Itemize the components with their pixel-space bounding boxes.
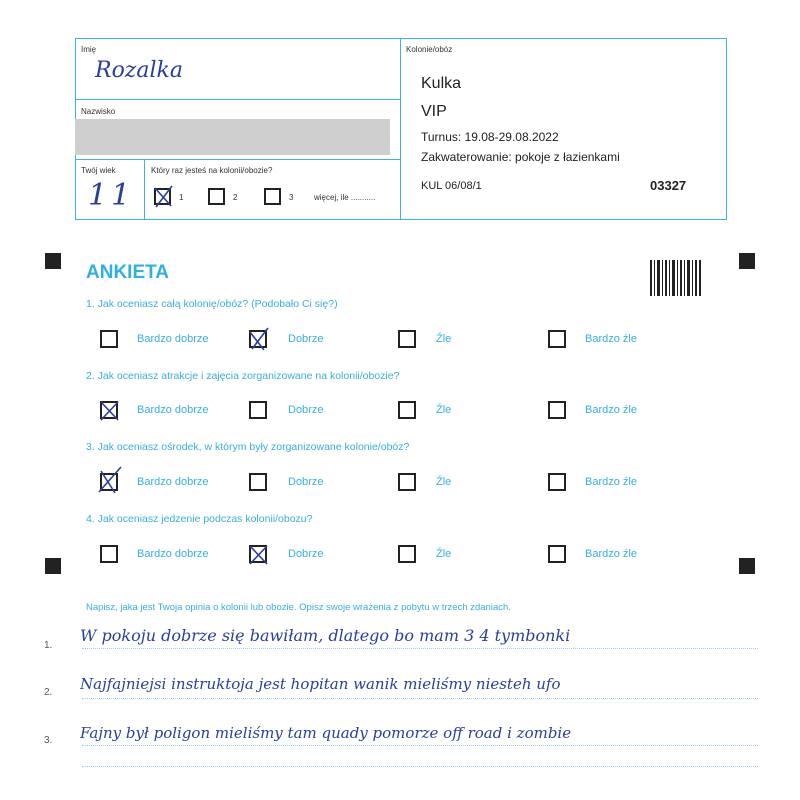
q1-option-bardzo-zle[interactable] — [548, 330, 566, 348]
q1-label-bardzo-zle: Bardzo źle — [585, 333, 637, 345]
q1-option-bardzo-dobrze[interactable] — [100, 330, 118, 348]
q4-option-zle[interactable] — [398, 545, 416, 563]
registration-marker — [45, 253, 61, 269]
form-number: 03327 — [650, 178, 687, 193]
question-4: 4. Jak oceniasz jedzenie podczas kolonii/obozu? — [86, 513, 313, 525]
q3-label-bardzo-dobrze: Bardzo dobrze — [137, 476, 209, 488]
q2-label-zle: Źle — [436, 404, 452, 416]
q2-option-bardzo-zle[interactable] — [548, 401, 566, 419]
wiecej-label: więcej, ile ........... — [314, 193, 376, 202]
q1-label-dobrze: Dobrze — [288, 333, 324, 345]
opinion-line-3: Fajny był poligon mieliśmy tam quady pomorze off road i zombie — [80, 724, 572, 742]
imie-label: Imię — [81, 45, 97, 54]
q3-label-dobrze: Dobrze — [288, 476, 324, 488]
q4-option-dobrze[interactable] — [249, 545, 267, 563]
redacted-surname — [75, 119, 390, 155]
opinion-prompt: Napisz, jaka jest Twoja opinia o kolonii lub obozie. Opisz swoje wrażenia z pobytu w trzech zdaniach. — [86, 602, 511, 613]
q4-option-bardzo-zle[interactable] — [548, 545, 566, 563]
registration-marker — [45, 558, 61, 574]
col-divider — [144, 159, 145, 219]
q3-option-dobrze[interactable] — [249, 473, 267, 491]
nazwisko-label: Nazwisko — [81, 107, 116, 116]
q4-label-dobrze: Dobrze — [288, 548, 324, 560]
q4-label-bardzo-zle: Bardzo źle — [585, 548, 637, 560]
opinion-line-2: Najfajniejsi instruktoja jest hopitan wanik mieliśmy niesteh ufo — [80, 675, 561, 693]
opinion-line-rule — [82, 766, 758, 767]
wiek-label: Twój wiek — [81, 166, 116, 175]
ktory-raz-checkbox-2[interactable] — [208, 188, 225, 205]
zakwaterowanie: Zakwaterowanie: pokoje z łazienkami — [421, 150, 620, 164]
row-divider — [75, 159, 401, 160]
kolonie-label: Kolonie/obóz — [406, 45, 453, 54]
barcode-icon — [650, 260, 702, 296]
q2-label-bardzo-dobrze: Bardzo dobrze — [137, 404, 209, 416]
question-3: 3. Jak oceniasz ośrodek, w którym były zorganizowane kolonie/obóz? — [86, 441, 410, 453]
survey-title: ANKIETA — [86, 262, 170, 283]
wiek-value: 11 — [88, 178, 135, 213]
turnus: Turnus: 19.08-29.08.2022 — [421, 130, 559, 144]
q1-option-zle[interactable] — [398, 330, 416, 348]
header-divider — [400, 38, 401, 219]
registration-marker — [739, 253, 755, 269]
line-number-1: 1. — [44, 640, 53, 651]
ktory-raz-option-2: 2 — [233, 193, 238, 202]
opinion-line-rule — [82, 698, 758, 699]
q1-label-bardzo-dobrze: Bardzo dobrze — [137, 333, 209, 345]
q3-label-bardzo-zle: Bardzo źle — [585, 476, 637, 488]
q3-label-zle: Źle — [436, 476, 452, 488]
q3-option-bardzo-dobrze[interactable] — [100, 473, 118, 491]
imie-value: Rozalka — [95, 58, 183, 83]
q1-option-dobrze[interactable] — [249, 330, 267, 348]
q4-label-bardzo-dobrze: Bardzo dobrze — [137, 548, 209, 560]
ktory-raz-option-1: 1 — [179, 193, 184, 202]
kolonie-type: VIP — [421, 103, 447, 120]
line-number-3: 3. — [44, 735, 53, 746]
opinion-line-rule — [82, 648, 758, 649]
q1-label-zle: Źle — [436, 333, 452, 345]
ktory-raz-option-3: 3 — [289, 193, 294, 202]
line-number-2: 2. — [44, 687, 53, 698]
q4-option-bardzo-dobrze[interactable] — [100, 545, 118, 563]
q3-option-bardzo-zle[interactable] — [548, 473, 566, 491]
q2-option-zle[interactable] — [398, 401, 416, 419]
kolonie-name: Kulka — [421, 75, 462, 92]
q4-label-zle: Źle — [436, 548, 452, 560]
q3-option-zle[interactable] — [398, 473, 416, 491]
q2-label-bardzo-zle: Bardzo źle — [585, 404, 637, 416]
ktory-raz-label: Który raz jesteś na kolonii/obozie? — [151, 166, 273, 175]
ktory-raz-checkbox-1[interactable] — [154, 188, 171, 205]
registration-marker — [739, 558, 755, 574]
question-1: 1. Jak oceniasz całą kolonię/obóz? (Podobało Ci się?) — [86, 298, 338, 310]
q2-option-dobrze[interactable] — [249, 401, 267, 419]
opinion-line-1: W pokoju dobrze się bawiłam, dlatego bo mam 3 4 tymbonki — [80, 626, 571, 645]
ktory-raz-checkbox-3[interactable] — [264, 188, 281, 205]
q2-option-bardzo-dobrze[interactable] — [100, 401, 118, 419]
opinion-line-rule — [82, 745, 758, 746]
row-divider — [75, 99, 401, 100]
kolonie-code: KUL 06/08/1 — [421, 180, 482, 192]
question-2: 2. Jak oceniasz atrakcje i zajęcia zorganizowane na kolonii/obozie? — [86, 370, 400, 382]
q2-label-dobrze: Dobrze — [288, 404, 324, 416]
